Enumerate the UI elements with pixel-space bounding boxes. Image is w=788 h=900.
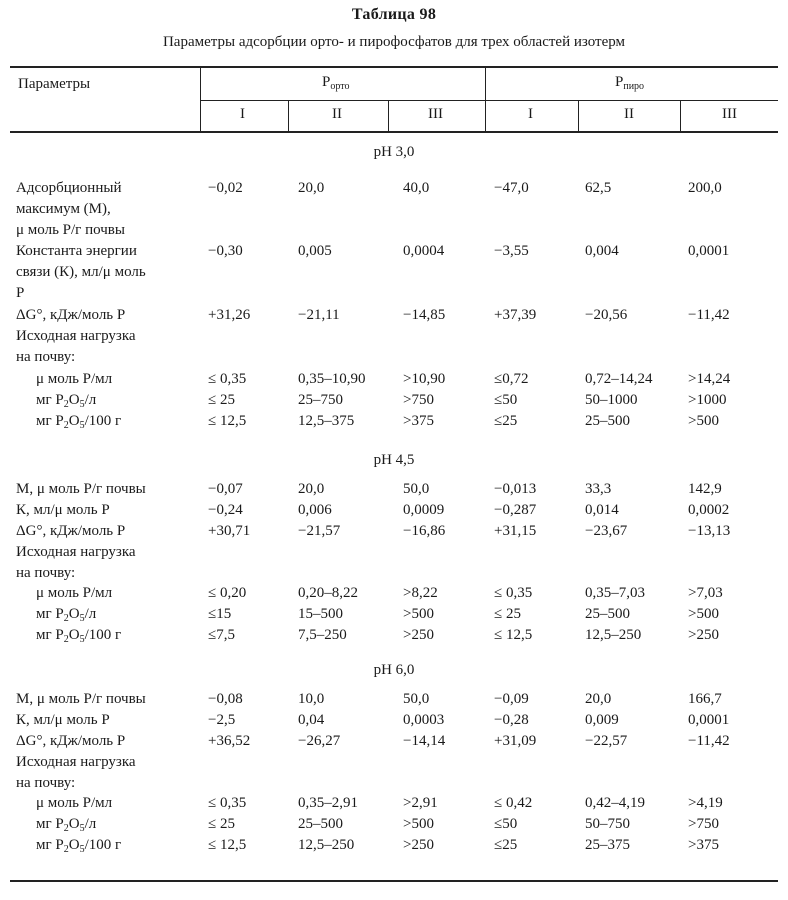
row-label: мг $P_2O_5/л$ xyxy=(36,606,97,624)
table-cell: >500 xyxy=(403,816,434,832)
header-vrule-r2 xyxy=(388,101,389,132)
table-cell: −0,08 xyxy=(208,691,243,707)
row-label: μ моль Р/мл xyxy=(36,371,113,387)
header-vrule-groups xyxy=(485,67,486,132)
table-cell: >375 xyxy=(403,413,434,429)
table-cell: 25–500 xyxy=(585,606,630,622)
table-cell: 0,0009 xyxy=(403,502,445,518)
header-region: III xyxy=(722,106,737,122)
row-label: К, мл/μ моль Р xyxy=(16,712,110,728)
table-cell: 0,20–8,22 xyxy=(298,585,358,601)
table-cell: 0,0003 xyxy=(403,712,445,728)
row-label: связи (К), мл/μ моль xyxy=(16,264,146,280)
table-cell: −21,11 xyxy=(298,307,340,323)
header-group-orto-base: P xyxy=(322,74,331,90)
table-cell: ≤25 xyxy=(494,413,518,429)
table-cell: 50–1000 xyxy=(585,392,638,408)
table-cell: −0,02 xyxy=(208,180,243,196)
table-cell: 12,5–375 xyxy=(298,413,355,429)
header-region: I xyxy=(528,106,533,122)
table-cell: 166,7 xyxy=(688,691,722,707)
table-cell: 142,9 xyxy=(688,481,722,497)
table-cell: 62,5 xyxy=(585,180,612,196)
table-cell: −13,13 xyxy=(688,523,731,539)
table-cell: 0,004 xyxy=(585,243,619,259)
header-group-orto xyxy=(322,74,349,92)
row-label: М, μ моль Р/г почвы xyxy=(16,481,146,497)
table-cell: 25–750 xyxy=(298,392,343,408)
table-cell: >8,22 xyxy=(403,585,438,601)
table-cell: +31,09 xyxy=(494,733,537,749)
table-cell: −0,24 xyxy=(208,502,243,518)
table-cell: >2,91 xyxy=(403,795,438,811)
table-cell: 0,35–2,91 xyxy=(298,795,358,811)
row-label: ΔG°, кДж/моль Р xyxy=(16,307,126,323)
table-cell: 50,0 xyxy=(403,481,430,497)
row-label: максимум (М), xyxy=(16,201,111,217)
table-cell: ≤ 25 xyxy=(494,606,521,622)
table-bottom-rule xyxy=(10,880,778,882)
table-cell: −2,5 xyxy=(208,712,236,728)
table-cell: −0,07 xyxy=(208,481,243,497)
table-cell: >500 xyxy=(688,413,719,429)
table-cell: −3,55 xyxy=(494,243,529,259)
table-cell: −0,28 xyxy=(494,712,529,728)
table-caption: Параметры адсорбции орто- и пирофосфатов для трех областей изотерм xyxy=(162,34,626,50)
table-cell: 0,006 xyxy=(298,502,332,518)
table-cell: 25–500 xyxy=(298,816,343,832)
table-cell: 33,3 xyxy=(585,481,612,497)
header-top-rule xyxy=(10,66,778,68)
table-cell: 20,0 xyxy=(298,481,325,497)
table-cell: ≤ 12,5 xyxy=(208,837,247,853)
table-number: Таблица 98 xyxy=(351,6,437,23)
table-cell: −20,56 xyxy=(585,307,628,323)
table-cell: ≤ 0,42 xyxy=(494,795,533,811)
header-region: II xyxy=(332,106,342,122)
table-cell: −11,42 xyxy=(688,307,730,323)
row-label: мг $P_2O_5/100$ г xyxy=(36,413,122,431)
table-cell: >4,19 xyxy=(688,795,723,811)
table-cell: −14,85 xyxy=(403,307,446,323)
table-cell: 0,014 xyxy=(585,502,619,518)
row-label: мг $P_2O_5/л$ xyxy=(36,816,97,834)
table-cell: 0,35–7,03 xyxy=(585,585,645,601)
table-cell: 12,5–250 xyxy=(585,627,642,643)
table-cell: −47,0 xyxy=(494,180,529,196)
row-label: К, мл/μ моль Р xyxy=(16,502,110,518)
table-cell: 20,0 xyxy=(298,180,325,196)
row-label: мг $P_2O_5/л$ xyxy=(36,392,97,410)
table-cell: −14,14 xyxy=(403,733,446,749)
table-cell: +30,71 xyxy=(208,523,251,539)
table-cell: ≤ 0,20 xyxy=(208,585,247,601)
table-cell: −23,67 xyxy=(585,523,628,539)
header-params: Параметры xyxy=(18,76,91,92)
table-cell: >7,03 xyxy=(688,585,723,601)
table-cell: >500 xyxy=(688,606,719,622)
header-vrule-r5 xyxy=(680,101,681,132)
table-cell: −0,30 xyxy=(208,243,243,259)
table-cell: ≤50 xyxy=(494,392,518,408)
row-label: ΔG°, кДж/моль Р xyxy=(16,733,126,749)
table-cell: 50,0 xyxy=(403,691,430,707)
table-cell: 10,0 xyxy=(298,691,325,707)
header-mid-rule xyxy=(200,100,778,101)
table-cell: −22,57 xyxy=(585,733,628,749)
table-cell: >250 xyxy=(403,627,434,643)
table-cell: 0,72–14,24 xyxy=(585,371,653,387)
row-label: ΔG°, кДж/моль Р xyxy=(16,523,126,539)
table-cell: −21,57 xyxy=(298,523,341,539)
table-cell: >250 xyxy=(403,837,434,853)
table-cell: 0,0004 xyxy=(403,243,445,259)
header-region: III xyxy=(428,106,443,122)
header-vrule-r4 xyxy=(578,101,579,132)
row-label: на почву: xyxy=(16,565,76,581)
table-cell: ≤ 0,35 xyxy=(208,795,247,811)
table-cell: 0,42–4,19 xyxy=(585,795,645,811)
table-cell: 12,5–250 xyxy=(298,837,355,853)
table-cell: −0,013 xyxy=(494,481,537,497)
table-cell: 0,0001 xyxy=(688,243,730,259)
header-group-orto-sub: орто xyxy=(330,81,350,92)
table-cell: 0,005 xyxy=(298,243,332,259)
table-cell: +31,26 xyxy=(208,307,251,323)
table-cell: 200,0 xyxy=(688,180,722,196)
table-cell: 40,0 xyxy=(403,180,430,196)
table-cell: >750 xyxy=(688,816,719,832)
table-cell: >10,90 xyxy=(403,371,446,387)
table-cell: ≤ 25 xyxy=(208,816,235,832)
row-label: μ моль Р/мл xyxy=(36,585,113,601)
header-region: I xyxy=(240,106,245,122)
table-cell: −16,86 xyxy=(403,523,446,539)
row-label: Исходная нагрузка xyxy=(16,754,136,770)
table-cell: >500 xyxy=(403,606,434,622)
row-label: Константа энергии xyxy=(16,243,137,259)
row-label: мг $P_2O_5/100$ г xyxy=(36,627,122,645)
table-cell: 0,009 xyxy=(585,712,619,728)
table-cell: +31,15 xyxy=(494,523,537,539)
row-label: Р xyxy=(16,285,25,301)
table-cell: >14,24 xyxy=(688,371,731,387)
row-label: мг $P_2O_5/100$ г xyxy=(36,837,122,855)
header-group-piro xyxy=(615,74,644,92)
table-cell: 15–500 xyxy=(298,606,343,622)
table-cell: 0,35–10,90 xyxy=(298,371,366,387)
table-cell: 25–375 xyxy=(585,837,630,853)
header-region: II xyxy=(624,106,634,122)
table-cell: ≤ 0,35 xyxy=(208,371,247,387)
header-bottom-rule xyxy=(10,131,778,133)
table-cell: ≤ 12,5 xyxy=(208,413,247,429)
row-label: на почву: xyxy=(16,775,76,791)
table-cell: 0,04 xyxy=(298,712,325,728)
table-cell: 0,0001 xyxy=(688,712,730,728)
row-label: μ моль Р/г почвы xyxy=(16,222,125,238)
table-cell: 50–750 xyxy=(585,816,630,832)
section-ph-heading: pH 3,0 xyxy=(373,144,415,160)
table-cell: 20,0 xyxy=(585,691,612,707)
table-cell: >750 xyxy=(403,392,434,408)
table-cell: ≤15 xyxy=(208,606,232,622)
table-cell: >1000 xyxy=(688,392,727,408)
table-cell: ≤7,5 xyxy=(208,627,235,643)
header-group-piro-sub: пиро xyxy=(623,81,645,92)
table-cell: 0,0002 xyxy=(688,502,730,518)
row-label: Адсорбционный xyxy=(16,180,122,196)
table-cell: −11,42 xyxy=(688,733,730,749)
table-cell: ≤25 xyxy=(494,837,518,853)
table-cell: −0,09 xyxy=(494,691,529,707)
row-label: М, μ моль Р/г почвы xyxy=(16,691,146,707)
table-cell: −0,287 xyxy=(494,502,537,518)
section-ph-heading: pH 6,0 xyxy=(373,662,415,678)
row-label: Исходная нагрузка xyxy=(16,544,136,560)
table-cell: >250 xyxy=(688,627,719,643)
table-cell: >375 xyxy=(688,837,719,853)
section-ph-heading: pH 4,5 xyxy=(373,452,415,468)
table-cell: ≤ 12,5 xyxy=(494,627,533,643)
table-cell: ≤ 0,35 xyxy=(494,585,533,601)
header-vrule-params xyxy=(200,67,201,132)
row-label: Исходная нагрузка xyxy=(16,328,136,344)
table-cell: +37,39 xyxy=(494,307,537,323)
table-cell: ≤0,72 xyxy=(494,371,529,387)
header-group-piro-base: P xyxy=(615,74,624,90)
row-label: μ моль Р/мл xyxy=(36,795,113,811)
table-cell: 7,5–250 xyxy=(298,627,347,643)
table-cell: ≤50 xyxy=(494,816,518,832)
header-vrule-r1 xyxy=(288,101,289,132)
row-label: на почву: xyxy=(16,349,76,365)
table-cell: −26,27 xyxy=(298,733,341,749)
table-cell: ≤ 25 xyxy=(208,392,235,408)
table-cell: 25–500 xyxy=(585,413,630,429)
table-cell: +36,52 xyxy=(208,733,251,749)
